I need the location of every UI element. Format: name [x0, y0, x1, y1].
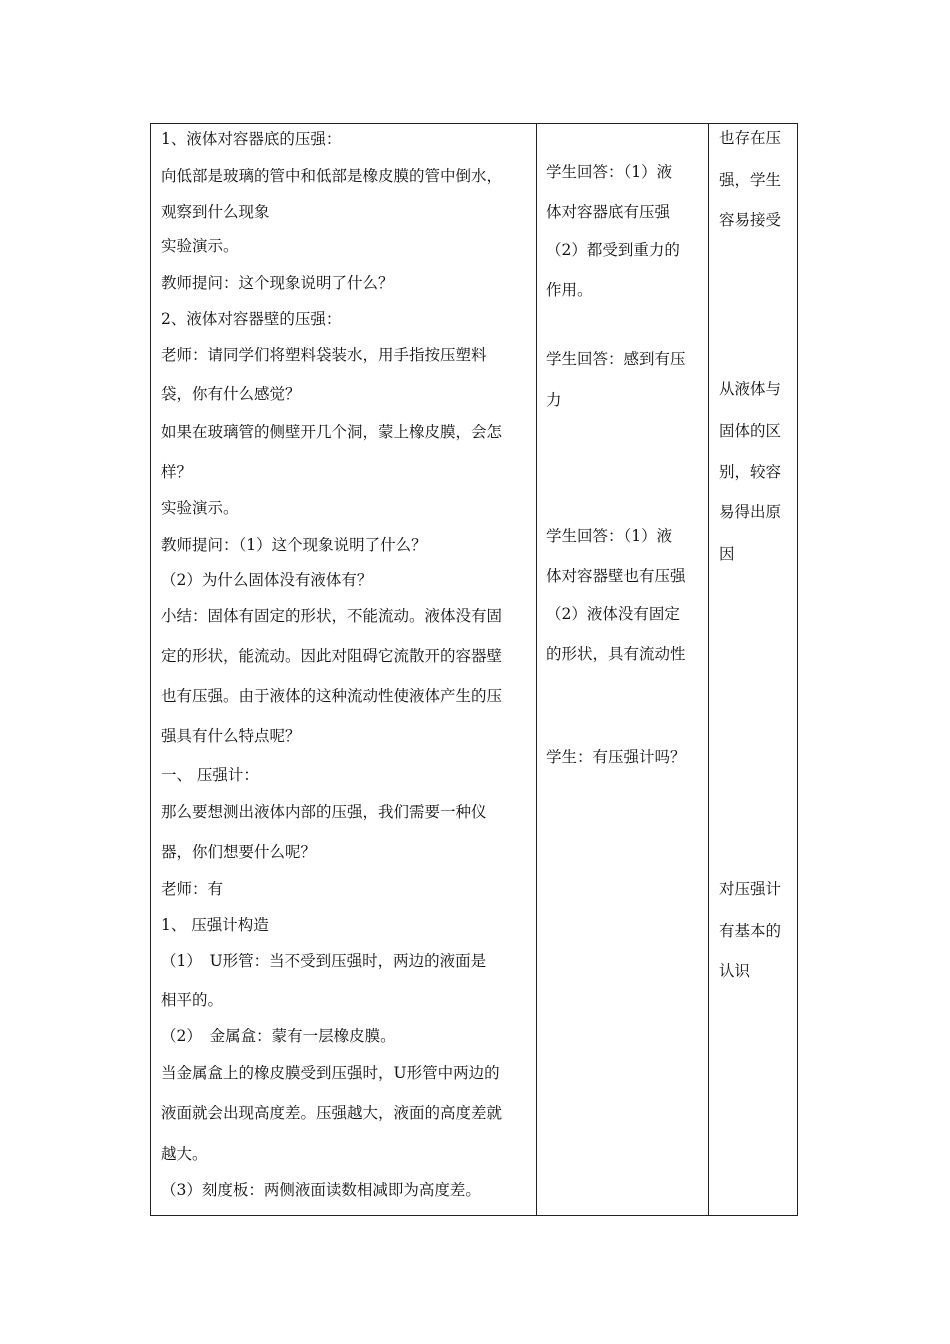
text-line: 1、 压强计构造 — [161, 916, 269, 934]
text-line: 别，较容 — [719, 463, 782, 481]
text-line: 1、液体对容器底的压强： — [161, 130, 342, 148]
text-line: （2）都受到重力的 — [546, 241, 680, 259]
text-line: 学生：有压强计吗？ — [546, 748, 686, 766]
text-line: 实验演示。 — [161, 499, 239, 517]
text-line: 认识 — [719, 962, 751, 980]
text-line: 向低部是玻璃的管中和低部是橡皮膜的管中倒水， — [161, 167, 503, 185]
text-line: （2）液体没有固定 — [546, 605, 680, 623]
text-line: 也存在压 — [719, 129, 782, 147]
text-line: 如果在玻璃管的侧壁开几个洞，蒙上橡皮膜，会怎 — [161, 423, 503, 441]
text-line: 因 — [719, 545, 735, 563]
text-line: 样？ — [161, 463, 193, 481]
text-line: （2） 金属盒：蒙有一层橡皮膜。 — [161, 1027, 396, 1045]
text-line: 教师提问：（1）这个现象说明了什么？ — [161, 536, 427, 554]
text-line: 当金属盒上的橡皮膜受到压强时，U形管中两边的 — [161, 1064, 500, 1082]
text-line: 固体的区 — [719, 422, 782, 440]
text-line: 一、 压强计： — [161, 766, 259, 784]
text-line: 教师提问：这个现象说明了什么？ — [161, 274, 394, 292]
text-line: 定的形状，能流动。因此对阻碍它流散开的容器壁 — [161, 647, 503, 665]
text-line: 袋，你有什么感觉？ — [161, 385, 301, 403]
text-line: 实验演示。 — [161, 237, 239, 255]
text-line: 那么要想测出液体内部的压强，我们需要一种仪 — [161, 803, 487, 821]
text-line: 强，学生 — [719, 171, 782, 189]
text-line: 学生回答：感到有压 — [546, 350, 686, 368]
text-line: 越大。 — [161, 1145, 208, 1163]
text-line: 的形状，具有流动性 — [546, 645, 686, 663]
text-line: 有基本的 — [719, 922, 782, 940]
text-line: 体对容器底有压强 — [546, 203, 671, 221]
text-line: 观察到什么现象 — [161, 203, 270, 221]
text-line: 力 — [546, 391, 562, 409]
text-line: 学生回答：（1）液 — [546, 527, 673, 545]
text-line: 易得出原 — [719, 503, 782, 521]
column-divider-2 — [708, 124, 709, 1215]
text-line: （1） U形管：当不受到压强时，两边的液面是 — [161, 952, 487, 970]
text-line: 作用。 — [546, 281, 593, 299]
text-line: 从液体与 — [719, 380, 782, 398]
text-line: 对压强计 — [719, 880, 782, 898]
lesson-table — [150, 123, 798, 1216]
text-line: 小结：固体有固定的形状，不能流动。液体没有固 — [161, 607, 503, 625]
column-divider-1 — [536, 124, 537, 1215]
text-line: 容易接受 — [719, 211, 782, 229]
text-line: 相平的。 — [161, 991, 224, 1009]
text-line: 学生回答：（1）液 — [546, 163, 673, 181]
text-line: 强具有什么特点呢？ — [161, 727, 301, 745]
text-line: 2、液体对容器壁的压强： — [161, 310, 342, 328]
text-line: 老师：有 — [161, 880, 224, 898]
text-line: 体对容器壁也有压强 — [546, 567, 686, 585]
text-line: 也有压强。由于液体的这种流动性使液体产生的压 — [161, 687, 503, 705]
text-line: 器，你们想要什么呢？ — [161, 843, 317, 861]
text-line: 液面就会出现高度差。压强越大，液面的高度差就 — [161, 1104, 503, 1122]
text-line: 老师：请同学们将塑料袋装水，用手指按压塑料 — [161, 346, 487, 364]
text-line: （2）为什么固体没有液体有？ — [161, 571, 373, 589]
text-line: （3）刻度板：两侧液面读数相减即为高度差。 — [161, 1181, 481, 1199]
